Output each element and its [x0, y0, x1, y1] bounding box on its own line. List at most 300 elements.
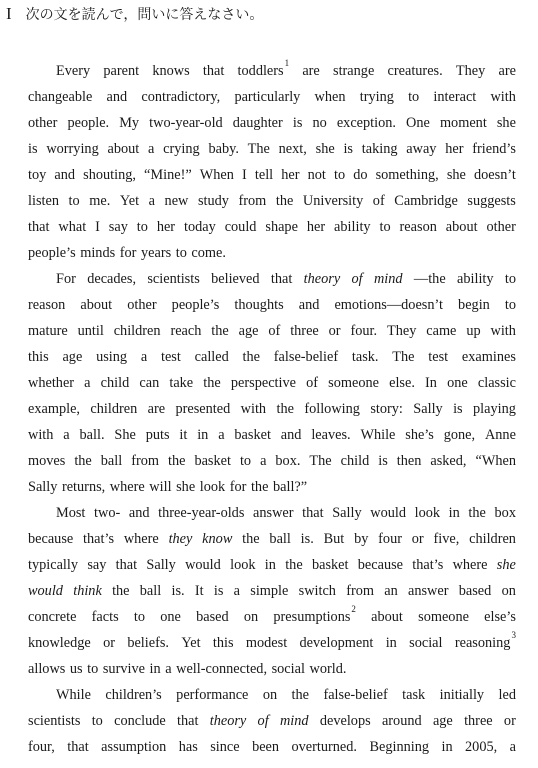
word: overturned. — [291, 739, 358, 755]
footnote-marker: 2 — [351, 604, 356, 615]
word: two- — [94, 505, 121, 521]
word: in — [149, 661, 161, 677]
word: test — [428, 349, 449, 365]
word: to — [504, 271, 516, 287]
word: worrying — [46, 141, 99, 157]
word: are — [147, 401, 166, 417]
word: come. — [191, 245, 226, 261]
word: what — [58, 219, 87, 235]
word: to — [175, 245, 187, 261]
word: the — [112, 583, 130, 599]
word: to — [379, 219, 391, 235]
word: concrete — [28, 609, 77, 625]
word: called — [194, 349, 229, 365]
word: where — [109, 479, 145, 495]
word: an — [384, 583, 398, 599]
word: that — [28, 219, 50, 235]
word: reason — [399, 219, 437, 235]
word: box. — [275, 453, 301, 469]
word: do — [353, 167, 368, 183]
word: conclude — [114, 713, 166, 729]
word: survive — [102, 661, 145, 677]
word: has — [178, 739, 198, 755]
text-line — [28, 708, 516, 734]
word: begin — [458, 297, 490, 313]
word: that — [302, 505, 324, 521]
word: child — [340, 453, 370, 469]
word: the — [276, 401, 294, 417]
word: take — [169, 375, 194, 391]
word: came — [426, 323, 457, 339]
word: of — [257, 713, 269, 729]
word: else. — [389, 375, 415, 391]
word: knowledge — [28, 635, 91, 651]
word: mature — [28, 323, 68, 339]
word: would — [185, 557, 221, 573]
word: two-year-old — [149, 115, 223, 131]
word: five, — [433, 531, 460, 547]
word: theory — [209, 713, 247, 729]
word: leaves. — [311, 427, 351, 443]
word: It — [194, 583, 204, 599]
word: moves — [28, 453, 66, 469]
text-line — [28, 630, 516, 656]
text-line — [28, 526, 516, 552]
word: reason — [28, 297, 66, 313]
word: that’s — [412, 557, 444, 573]
word: following — [304, 401, 360, 417]
word: up — [466, 323, 481, 339]
word: people’s — [171, 297, 220, 313]
word: emotions—doesn’t — [334, 297, 443, 313]
section-header — [6, 4, 263, 28]
text-line — [28, 552, 516, 578]
word: scientists — [147, 271, 200, 287]
word: to — [504, 297, 516, 313]
word: the — [242, 531, 260, 547]
word: presumptions$^2$ — [273, 604, 356, 625]
word: box — [494, 505, 516, 521]
word: ball — [100, 453, 123, 469]
word: with — [28, 427, 54, 443]
word: mind — [373, 271, 403, 287]
word: —the — [413, 271, 446, 287]
word: she — [496, 115, 516, 131]
word: until — [77, 323, 104, 339]
word: from — [238, 193, 267, 209]
word: a — [84, 375, 91, 391]
word: scientists — [28, 713, 81, 729]
word: four. — [350, 323, 378, 339]
word: a — [63, 427, 70, 443]
word: or — [503, 713, 516, 729]
word: her — [156, 219, 176, 235]
word: While — [360, 427, 396, 443]
word: I — [242, 167, 247, 183]
text-line — [28, 292, 516, 318]
text-line — [28, 266, 516, 292]
word: I — [95, 219, 100, 235]
word: switch — [298, 583, 336, 599]
word: where — [123, 531, 159, 547]
word: is — [213, 583, 224, 599]
word: she’s — [405, 427, 434, 443]
word: tell — [254, 167, 274, 183]
word: is — [378, 453, 388, 469]
word: it — [179, 427, 188, 443]
word: in — [385, 635, 397, 651]
word: us — [69, 661, 83, 677]
word: answer — [253, 505, 294, 521]
word: puts — [145, 427, 170, 443]
word: by — [354, 531, 369, 547]
word: shape — [265, 219, 298, 235]
paragraph — [28, 682, 516, 760]
word: based — [196, 609, 229, 625]
word: a — [140, 349, 148, 365]
word: Cambridge — [394, 193, 458, 209]
word: with — [240, 401, 267, 417]
word: trying — [359, 89, 394, 105]
text-line — [28, 578, 516, 604]
word: “Mine!” — [144, 167, 192, 183]
word: basket — [194, 453, 231, 469]
text-line — [28, 734, 516, 760]
word: in — [264, 557, 276, 573]
word: three — [290, 323, 319, 339]
paragraph — [28, 266, 516, 500]
text-line — [28, 136, 516, 162]
word: is — [292, 115, 303, 131]
word: world. — [309, 661, 347, 677]
word: Most — [56, 505, 86, 521]
word: where — [452, 557, 488, 573]
word: when — [314, 89, 346, 105]
word: initially — [439, 687, 485, 703]
word: is — [28, 141, 38, 157]
word: three — [464, 713, 493, 729]
word: around — [381, 713, 422, 729]
word: think — [73, 583, 102, 599]
word: to — [133, 609, 145, 625]
word: ball. — [79, 427, 105, 443]
word: is — [453, 401, 463, 417]
word: about — [445, 219, 478, 235]
word: performance — [176, 687, 249, 703]
word: age — [238, 323, 259, 339]
footnote-marker: 1 — [284, 58, 290, 69]
word: are — [498, 63, 516, 79]
word: decades, — [87, 271, 137, 287]
word: beliefs. — [127, 635, 169, 651]
word: the — [211, 323, 229, 339]
word: on — [262, 687, 278, 703]
word: not — [307, 167, 326, 183]
word: or — [328, 323, 341, 339]
word: example, — [28, 401, 81, 417]
word: then — [396, 453, 422, 469]
word: that — [177, 713, 199, 729]
word: something, — [375, 167, 439, 183]
word: modest — [245, 635, 288, 651]
word: social — [271, 661, 305, 677]
word: with — [490, 89, 516, 105]
word: gone, — [443, 427, 476, 443]
word: children — [469, 531, 516, 547]
word: perspective — [230, 375, 296, 391]
word: with — [490, 323, 516, 339]
word: years — [140, 245, 172, 261]
word: exception. — [336, 115, 396, 131]
word: on — [501, 583, 516, 599]
word: friend’s — [472, 141, 516, 157]
word: My — [119, 115, 140, 131]
word: Sally — [332, 505, 362, 521]
word: the — [285, 557, 303, 573]
word: children — [113, 323, 161, 339]
word: from — [131, 453, 159, 469]
word: strange — [333, 63, 375, 79]
word: her — [281, 167, 300, 183]
word: or — [411, 531, 424, 547]
word: people’s — [28, 245, 76, 261]
word: to — [239, 453, 252, 469]
word: Every — [56, 63, 91, 79]
text-line — [28, 604, 516, 630]
word: would — [370, 505, 406, 521]
word: a — [260, 453, 267, 469]
word: mind — [279, 713, 309, 729]
word: crying — [163, 141, 200, 157]
word: contradictory, — [141, 89, 221, 105]
word: people. — [67, 115, 110, 131]
word: and — [280, 427, 302, 443]
word: her — [445, 141, 464, 157]
word: that — [202, 63, 225, 79]
word: for — [229, 479, 247, 495]
word: examines — [461, 349, 516, 365]
word: been — [252, 739, 280, 755]
word: the — [203, 375, 221, 391]
word: to — [68, 193, 80, 209]
word: someone — [418, 609, 469, 625]
word: about — [371, 609, 403, 625]
word: develops — [319, 713, 371, 729]
word: other — [28, 115, 58, 131]
text-line — [28, 500, 516, 526]
word: One — [406, 115, 430, 131]
word: they — [168, 531, 193, 547]
word: “When — [475, 453, 516, 469]
word: Sally — [28, 479, 58, 495]
word: Yet — [119, 193, 140, 209]
word: to — [91, 713, 103, 729]
word: basket — [234, 427, 271, 443]
word: While — [56, 687, 91, 703]
word: reach — [170, 323, 202, 339]
word: For — [56, 271, 76, 287]
word: is. — [300, 531, 314, 547]
word: new — [164, 193, 189, 209]
word: story: — [370, 401, 403, 417]
word: because — [28, 531, 74, 547]
word: one — [160, 609, 181, 625]
word: would — [28, 583, 63, 599]
word: The — [309, 453, 332, 469]
paragraph — [28, 500, 516, 682]
word: They — [386, 323, 417, 339]
word: since — [210, 739, 240, 755]
word: this — [28, 349, 49, 365]
word: Sally — [413, 401, 443, 417]
word: and — [128, 505, 150, 521]
word: Anne — [484, 427, 516, 443]
word: suggests — [467, 193, 516, 209]
word: classic — [477, 375, 516, 391]
word: of — [306, 375, 319, 391]
word: the — [250, 479, 269, 495]
word: a — [148, 141, 155, 157]
word: child — [100, 375, 130, 391]
word: the — [468, 505, 486, 521]
word: presented — [175, 401, 231, 417]
word: she — [315, 141, 335, 157]
word: in — [197, 427, 209, 443]
word: she — [446, 167, 466, 183]
word: doesn’t — [473, 167, 516, 183]
word: She — [114, 427, 136, 443]
word: In — [425, 375, 437, 391]
word: The — [247, 141, 270, 157]
word: reasoning$^3$ — [454, 630, 516, 651]
word: But — [323, 531, 345, 547]
word: the — [74, 453, 92, 469]
word: moment — [439, 115, 487, 131]
word: because — [357, 557, 404, 573]
word: that — [67, 739, 89, 755]
instruction-text: 次の文を読んで，問いに答えなさい。 — [25, 7, 264, 23]
word: that — [115, 557, 138, 573]
word: for — [119, 245, 137, 261]
word: this — [212, 635, 234, 651]
word: assumption — [101, 739, 167, 755]
word: task. — [351, 349, 379, 365]
word: development — [299, 635, 374, 651]
word: the — [242, 349, 261, 365]
word: a — [148, 193, 155, 209]
word: her — [306, 219, 326, 235]
word: social — [409, 635, 443, 651]
word: false-belief — [323, 687, 388, 703]
word: children — [90, 401, 138, 417]
word: a — [165, 661, 172, 677]
word: Sally — [146, 557, 176, 573]
word: a — [233, 583, 240, 599]
word: of — [372, 193, 385, 209]
word: on — [243, 609, 259, 625]
word: she — [496, 557, 516, 573]
word: to — [136, 219, 148, 235]
word: one — [447, 375, 468, 391]
word: look — [199, 479, 226, 495]
word: of — [268, 323, 281, 339]
word: parent — [103, 63, 140, 79]
text-line — [28, 344, 516, 370]
word: daughter — [232, 115, 283, 131]
word: from — [346, 583, 374, 599]
word: are — [302, 63, 320, 79]
word: can — [139, 375, 160, 391]
word: that — [270, 271, 293, 287]
footnote-marker: 3 — [511, 630, 516, 641]
word: the — [291, 687, 310, 703]
word: today — [184, 219, 216, 235]
word: allows — [28, 661, 66, 677]
word: no — [312, 115, 327, 131]
word: shouting, — [83, 167, 136, 183]
text-line — [28, 682, 516, 708]
word: a — [509, 739, 516, 755]
word: age — [62, 349, 83, 365]
word: study — [197, 193, 229, 209]
word: false-belief — [273, 349, 339, 365]
word: could — [224, 219, 257, 235]
text-line — [28, 474, 516, 500]
word: and — [54, 167, 76, 183]
word: led — [498, 687, 516, 703]
word: theory — [303, 271, 341, 287]
text-line — [28, 162, 516, 188]
text-line — [28, 318, 516, 344]
word: particularly — [234, 89, 301, 105]
word: based — [458, 583, 492, 599]
text-line — [28, 214, 516, 240]
word: creatures. — [387, 63, 443, 79]
word: look — [414, 505, 441, 521]
text-line — [28, 240, 516, 266]
word: next, — [278, 141, 307, 157]
word: test — [160, 349, 181, 365]
word: whether — [28, 375, 75, 391]
word: to — [333, 167, 346, 183]
paragraph — [28, 58, 516, 266]
word: interact — [433, 89, 477, 105]
word: of — [351, 271, 363, 287]
word: four, — [28, 739, 55, 755]
word: well-connected, — [176, 661, 268, 677]
word: three-year-olds — [158, 505, 245, 521]
word: toddlers$^1$ — [237, 58, 290, 79]
word: and — [106, 89, 128, 105]
word: When — [199, 167, 234, 183]
word: other — [486, 219, 516, 235]
text-line — [28, 188, 516, 214]
word: the — [275, 193, 294, 209]
word: ball — [139, 583, 162, 599]
word: using — [96, 349, 128, 365]
word: answer — [408, 583, 449, 599]
word: a — [218, 427, 225, 443]
text-line — [28, 422, 516, 448]
word: listen — [28, 193, 59, 209]
word: basket — [311, 557, 349, 573]
word: and — [298, 297, 320, 313]
word: typically — [28, 557, 79, 573]
word: ability — [334, 219, 371, 235]
word: say — [87, 557, 107, 573]
word: or — [103, 635, 115, 651]
word: ability — [457, 271, 494, 287]
